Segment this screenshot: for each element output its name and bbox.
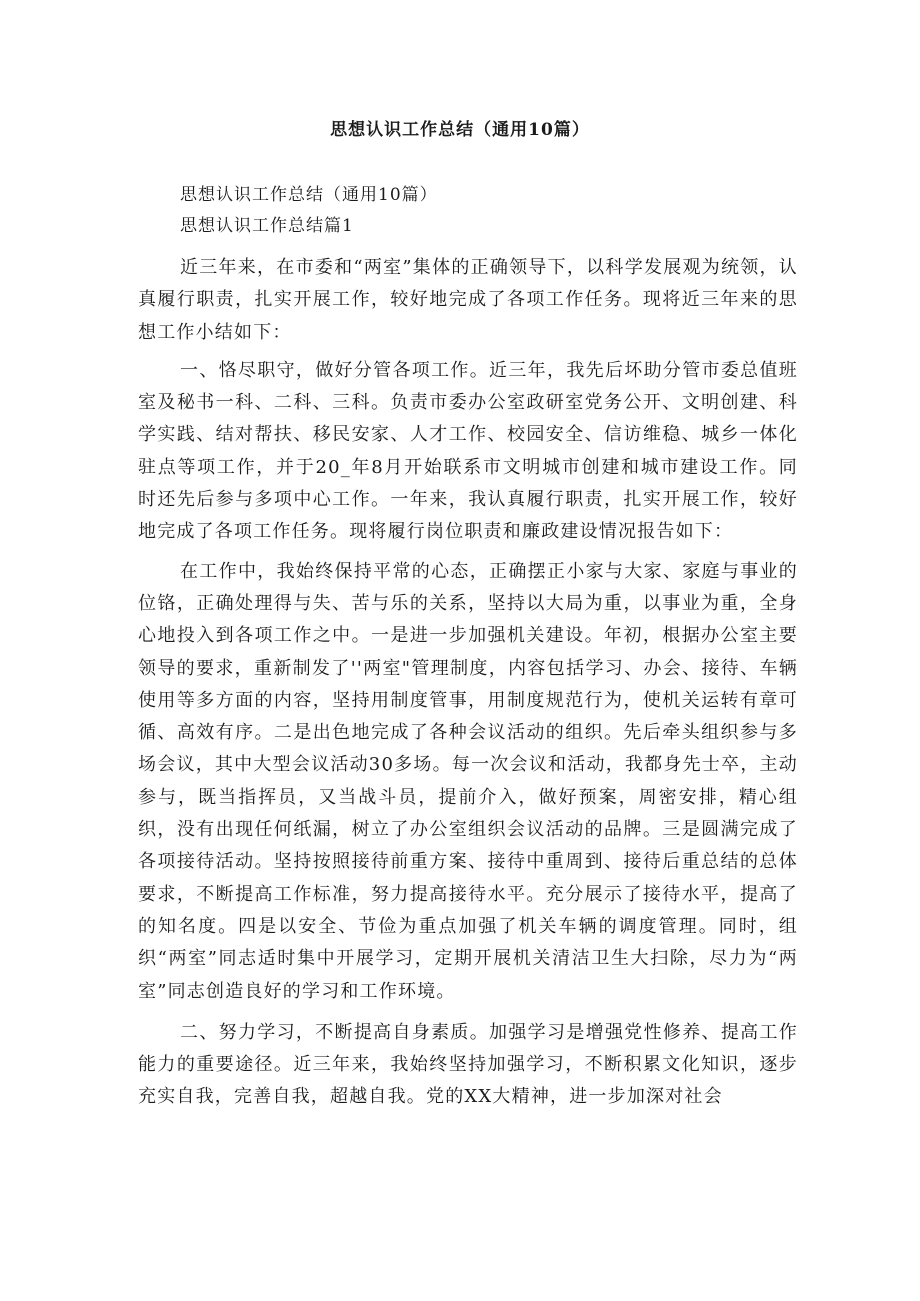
document-body (138, 180, 798, 1114)
document-subtitle: 思想认识工作总结（通用10篇） (180, 185, 438, 205)
paragraph-study: 二、努力学习，不断提高自身素质。加强学习是增强党性修养、提高工作能力的重要途径。近三年来，我始终坚持加强学习，不断积累文化知识，逐步充实自我，完善自我，超越自我。党的XX大精神，进一步加深对社会 (138, 1021, 798, 1108)
section-heading: 思想认识工作总结篇1 (180, 216, 354, 236)
paragraph-intro: 近三年来，在市委和“两室”集体的正确领导下，以科学发展观为统领，认真履行职责，扎实开展工作，较好地完成了各项工作任务。现将近三年来的思想工作小结如下： (138, 257, 798, 343)
paragraph-duties: 一、恪尽职守，做好分管各项工作。近三年，我先后坏助分管市委总值班室及秘书一科、二科、三科。负责市委办公室政研室党务公开、文明创建、科学实践、结对帮扶、移民安家、人才工作、校园安全、信访维稳、城乡一体化驻点等项工作，并于20_年8月开始联系市文明城市创建和城市建设工作。同时还先后参与多项中心工作。一年来，我认真履行职责，扎实开展工作，较好地完成了各项工作任务。现将履行岗位职责和廉政建设情况报告如下： (138, 359, 798, 543)
document-title: 思想认识工作总结（通用10篇） (330, 120, 590, 140)
paragraph-work: 在工作中，我始终保持平常的心态，正确摆正小家与大家、家庭与事业的位铬，正确处理得与失、苦与乐的关系，坚持以大局为重，以事业为重，全身心地投入到各项工作之中。一是进一步加强机关建设。年初，根据办公室主要领导的要求，重新制发了''两室"管理制度，内容包括学习、办会、接待、车辆使用等多方面的内容，坚持用制度管事，用制度规范行为，使机关运转有章可循、高效有序。二是出色地完成了各种会议活动的组织。先后牵头组织参与多场会议，其中大型会议活动30多场。每一次会议和活动，我都身先士卒，主动参与，既当指挥员，又当战斗员，提前介入，做好预案，周密安排，精心组织，没有出现任何纸漏，树立了办公室组织会议活动的品牌。三是圆满完成了各项接待活动。坚持按照接待前重方案、接待中重周到、接待后重总结的总体要求，不断提高工作标准，努力提高接待水平。充分展示了接待水平，提高了的知名度。四是以安全、节俭为重点加强了机关车辆的调度管理。同时，组织“两室”同志适时集中开展学习，定期开展机关清洁卫生大扫除，尽力为“两室”同志创造良好的学习和工作环境。 (138, 560, 798, 1002)
